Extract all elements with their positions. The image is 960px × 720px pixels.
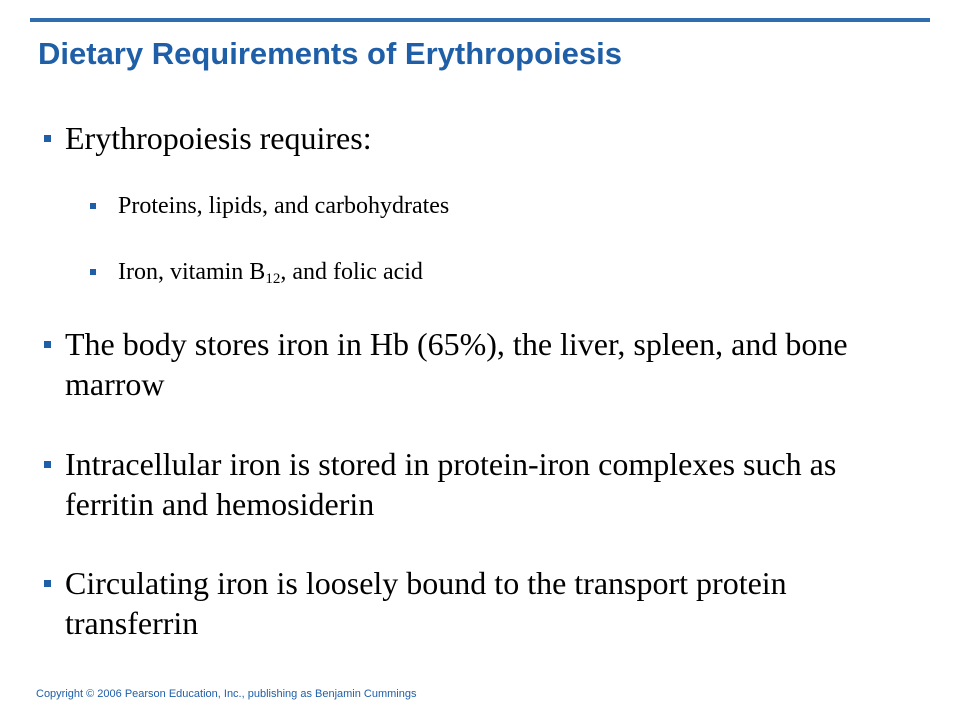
- bullet-text-part: , and folic acid: [280, 259, 423, 285]
- bullet-text: [118, 256, 423, 295]
- bullet-text: Erythropoiesis requires:: [65, 120, 372, 156]
- bullet-iron-storage: [44, 324, 865, 404]
- bullet-text: Circulating iron is loosely bound to the transport protein transferrin: [65, 565, 787, 641]
- square-bullet-icon: [90, 269, 96, 275]
- bullet-erythropoiesis-requires: [44, 118, 865, 158]
- top-rule: [30, 18, 930, 22]
- bullet-intracellular-iron: [44, 444, 865, 524]
- square-bullet-icon: [44, 135, 51, 142]
- sub-bullet-macronutrients: [90, 190, 449, 222]
- bullet-circulating-iron: [44, 563, 865, 643]
- bullet-text-part: Iron, vitamin B: [118, 259, 266, 285]
- bullet-text: The body stores iron in Hb (65%), the liver, spleen, and bone marrow: [65, 326, 848, 402]
- subscript-12: 12: [265, 271, 281, 287]
- copyright-notice: Copyright © 2006 Pearson Education, Inc., publishing as Benjamin Cummings: [36, 688, 417, 700]
- square-bullet-icon: [44, 341, 51, 348]
- square-bullet-icon: [90, 203, 96, 209]
- square-bullet-icon: [44, 580, 51, 587]
- sub-bullet-micronutrients: [90, 256, 423, 295]
- square-bullet-icon: [44, 461, 51, 468]
- bullet-text: Intracellular iron is stored in protein-iron complexes such as ferritin and hemosiderin: [65, 446, 837, 522]
- bullet-text: Proteins, lipids, and carbohydrates: [118, 193, 450, 219]
- slide-title: Dietary Requirements of Erythropoiesis: [38, 36, 622, 71]
